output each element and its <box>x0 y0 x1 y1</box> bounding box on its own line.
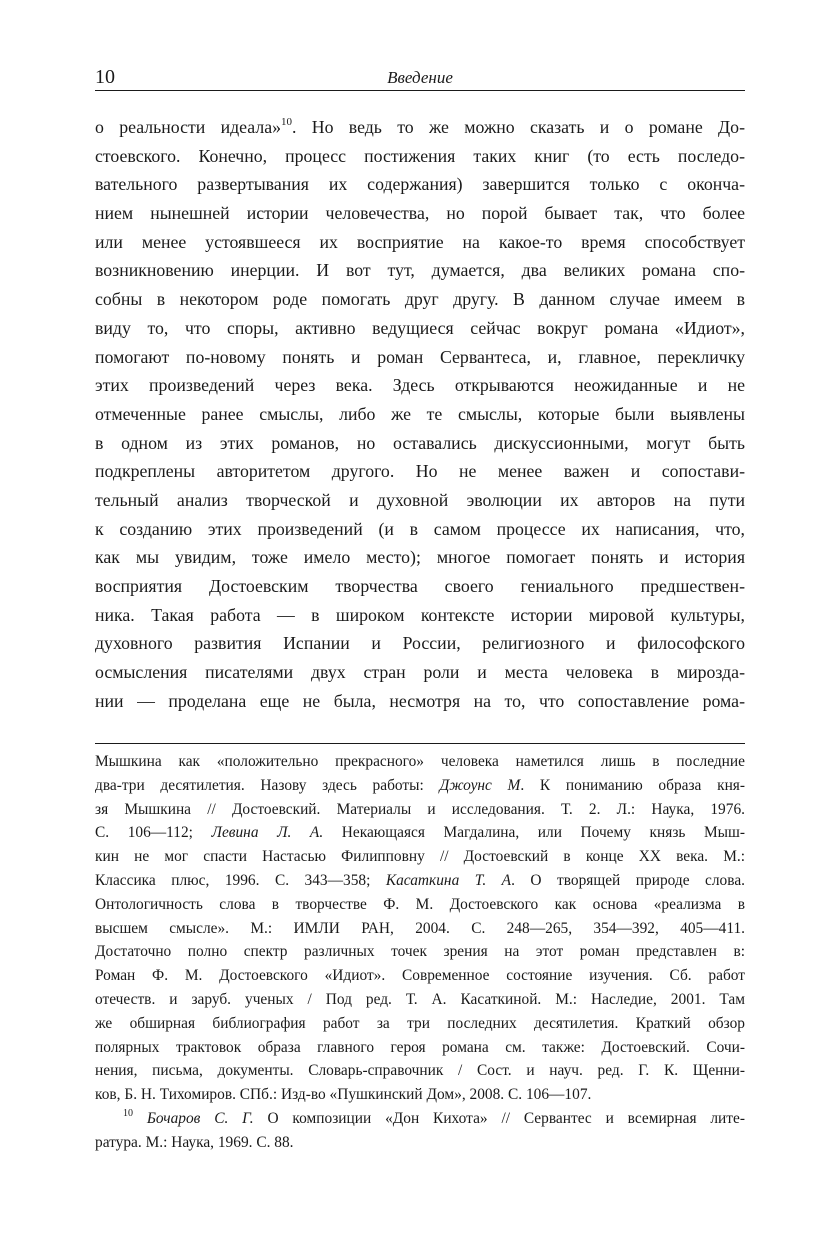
footnote-line: Онтологичность слова в творчестве Ф. М. Достоевского как основа «реализма в <box>95 895 745 913</box>
text-line: вательного развертывания их содержания) завершится только с оконча- <box>95 174 745 195</box>
text-line: духовного развития Испании и России, религиозного и философского <box>95 633 745 654</box>
text-line: или менее устоявшееся их восприятие на какое-то время способствует <box>95 231 745 252</box>
text-line: собны в некотором роде помогать друг другу. В данном случае имеем в <box>95 289 745 310</box>
footnote-line: кин не мог спасти Настасью Филипповну // Достоевский в конце XX века. М.: <box>95 848 745 866</box>
text-line: тельный анализ творческой и духовной эволюции их авторов на пути <box>95 489 745 510</box>
text-line: виду то, что споры, активно ведущиеся сейчас вокруг романа «Идиот», <box>95 317 745 338</box>
footnotes <box>95 750 745 1155</box>
footnote-line: $^{10}$ Бочаров С. Г. О композиции «Дон Кихота» // Сервантес и всемирная лите- <box>123 1107 745 1127</box>
footnote-divider <box>95 743 745 744</box>
footnote-line: Классика плюс, 1996. С. 343—358; Касаткина Т. А. О творящей природе слова. <box>95 871 745 889</box>
text-line: нием нынешней истории человечества, но порой бывает так, что более <box>95 203 745 224</box>
footnote-line: же обширная библиография работ за три последних десятилетия. Краткий обзор <box>95 1014 745 1032</box>
footnote-line: ратура. М.: Наука, 1969. С. 88. <box>95 1133 294 1151</box>
footnote-line: нения, письма, документы. Словарь-справочник / Сост. и науч. ред. Г. К. Щенни- <box>95 1062 745 1080</box>
text-line: отмеченные ранее смыслы, либо же те смыслы, которые были выявлены <box>95 403 745 424</box>
text-line: в одном из этих романов, но оставались дискуссионными, могут быть <box>95 432 745 453</box>
footnote-number: 10 <box>123 1107 133 1119</box>
running-title: Введение <box>387 68 453 87</box>
footnote-line: отечеств. и заруб. ученых / Под ред. Т. А. Касаткиной. М.: Наследие, 2001. Там <box>95 990 745 1008</box>
text-line: осмысления писателями двух стран роли и места человека в мирозда- <box>95 662 745 683</box>
main-text <box>95 113 745 715</box>
text-line: нии — проделана еще не была, несмотря на то, что сопоставление рома- <box>95 690 745 711</box>
footnote-line: Мышкина как «положительно прекрасного» человека наметился лишь в последние <box>95 753 745 770</box>
text-line: о реальности идеала»$^{10}$. Но ведь то же можно сказать и о романе До- <box>95 116 745 137</box>
text-line: к созданию этих произведений (и в самом процессе их написания, что, <box>95 518 745 539</box>
footnote-line: зя Мышкина // Достоевский. Материалы и исследования. Т. 2. Л.: Наука, 1976. <box>95 800 745 818</box>
text-line: ника. Такая работа — в широком контексте истории мировой культуры, <box>95 604 745 625</box>
page-header <box>95 64 745 91</box>
text-line: стоевского. Конечно, процесс постижения таких книг (то есть последо- <box>95 145 745 166</box>
text-line: подкреплены авторитетом другого. Но не менее важен и сопостави- <box>95 461 745 482</box>
footnote-line: полярных трактовок образа главного героя романа см. также: Достоевский. Сочи- <box>95 1038 745 1056</box>
footnote-line: Достаточно полно спектр различных точек зрения на этот роман представлен в: <box>95 943 745 961</box>
footnote-line: два-три десятилетия. Назову здесь работы: Джоунс М. К пониманию образа кня- <box>95 776 746 794</box>
footnote-line: Роман Ф. М. Достоевского «Идиот». Современное состояние изучения. Сб. работ <box>95 967 745 985</box>
page-number: 10 <box>95 66 115 88</box>
text-line: возникновению инерции. И вот тут, думается, два великих романа спо- <box>95 260 745 281</box>
text-line: восприятия Достоевским творчества своего гениального предшествен- <box>95 576 745 596</box>
footnote-line: ков, Б. Н. Тихомиров. СПб.: Изд-во «Пушкинский Дом», 2008. С. 106—107. <box>95 1086 592 1104</box>
footnote-line: высшем смысле». М.: ИМЛИ РАН, 2004. С. 248—265, 354—392, 405—411. <box>95 919 745 937</box>
text-line: как мы увидим, тоже имело место); многое помогает понять и история <box>95 547 745 568</box>
footnote-line: С. 106—112; Левина Л. А. Некающаяся Магдалина, или Почему князь Мыш- <box>95 824 745 842</box>
text-line: этих произведений через века. Здесь открываются неожиданные и не <box>95 375 745 396</box>
text-line: помогают по-новому понять и роман Сервантеса, и, главное, перекличку <box>95 346 745 367</box>
footnote-ref[interactable]: 10 <box>280 116 292 128</box>
